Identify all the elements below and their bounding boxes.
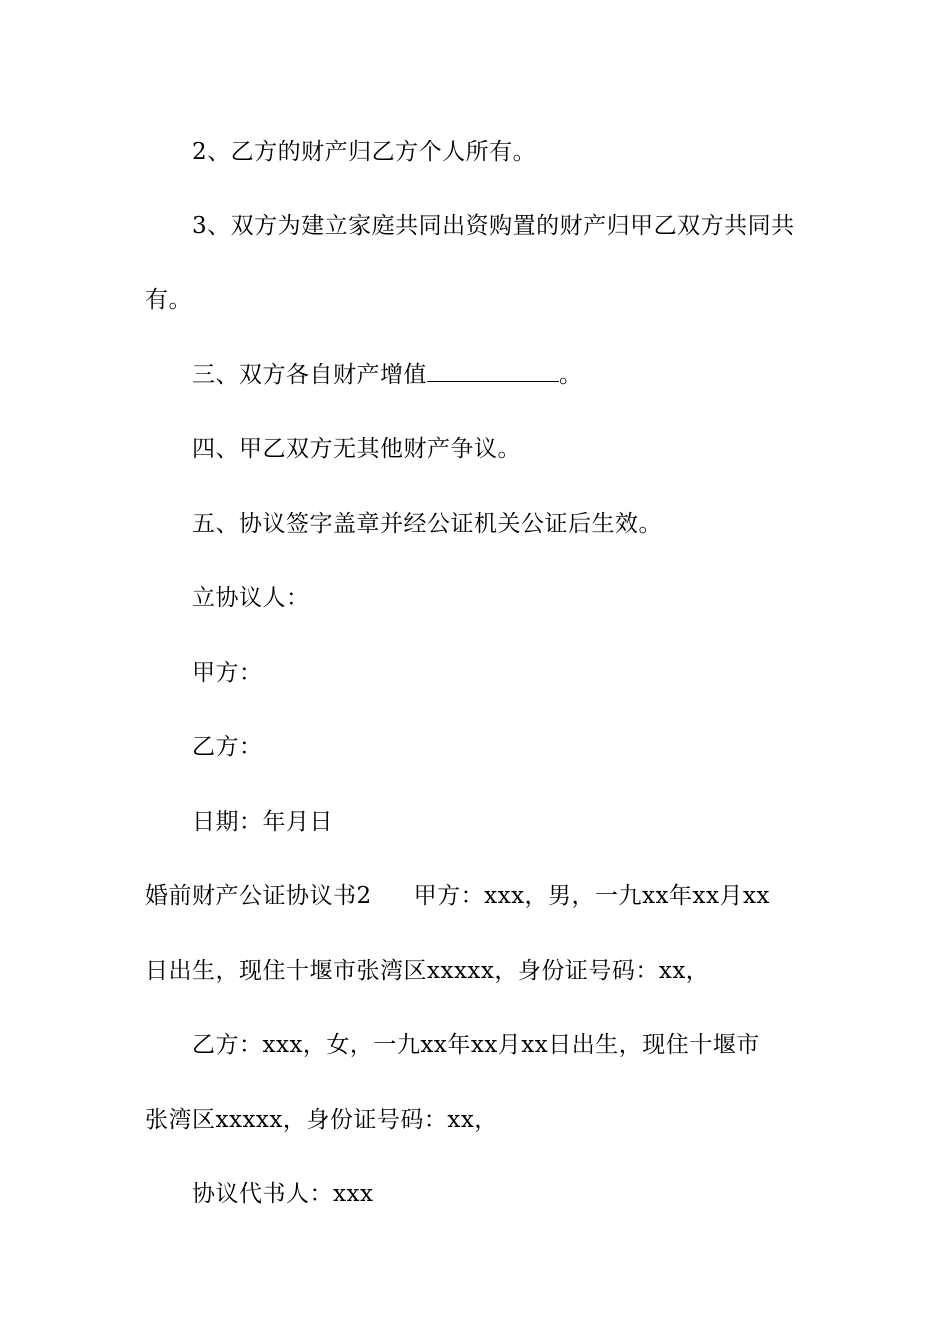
party-b-label: 乙方： — [192, 734, 263, 760]
section-three-end: 。 — [559, 362, 583, 388]
party-a-info: 甲方：xxx，男，一九xx年xx月xx — [413, 883, 770, 909]
clause-2: 2、乙方的财产归乙方个人所有。 — [192, 139, 537, 165]
date-label: 日期：年月日 — [192, 809, 333, 835]
party-a-label: 甲方： — [192, 660, 263, 686]
party-a-info-continuation: 日出生，现住十堰市张湾区xxxxx，身份证号码：xx， — [145, 958, 710, 984]
section-three-text: 三、双方各自财产增值 — [192, 362, 427, 388]
section-three — [192, 359, 583, 391]
clause-3-continuation: 有。 — [145, 287, 192, 313]
agreement-2-heading-line — [145, 880, 770, 912]
signatory-label: 立协议人： — [192, 585, 310, 611]
agreement-2-title: 婚前财产公证协议书2 — [145, 883, 372, 909]
agreement-scribe: 协议代书人：xxx — [192, 1181, 374, 1207]
section-five: 五、协议签字盖章并经公证机关公证后生效。 — [192, 511, 662, 537]
party-b-info: 乙方：xxx，女，一九xx年xx月xx日出生，现住十堰市 — [192, 1032, 760, 1058]
fill-in-blank[interactable] — [427, 359, 559, 382]
party-b-info-continuation: 张湾区xxxxx，身份证号码：xx， — [145, 1107, 498, 1133]
section-four: 四、甲乙双方无其他财产争议。 — [192, 436, 521, 462]
clause-3: 3、双方为建立家庭共同出资购置的财产归甲乙双方共同共 — [192, 213, 795, 239]
